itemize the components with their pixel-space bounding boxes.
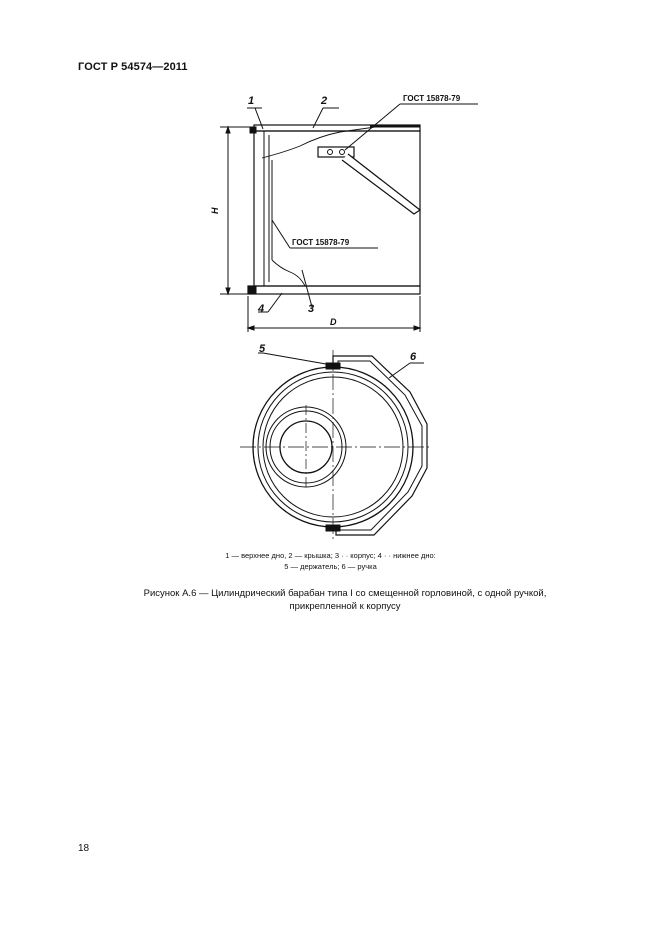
- callout-3: 3: [308, 303, 315, 315]
- callout-6: 6: [410, 351, 417, 363]
- figure-caption-line-2: прикрепленной к корпусу: [289, 601, 401, 612]
- dim-label-h: H: [210, 207, 220, 214]
- bottom-band: [248, 286, 420, 294]
- figure-caption: [120, 587, 570, 613]
- callout-1: 1: [248, 95, 255, 107]
- page-number: 18: [78, 843, 90, 854]
- gost-label-side: ГОСТ 15878-79: [292, 238, 350, 247]
- callout-2: 2: [321, 95, 328, 107]
- document-header: ГОСТ Р 54574—2011: [78, 61, 188, 73]
- callout-4: 4: [258, 303, 265, 315]
- figure-caption-line-1: Рисунок А.6 — Цилиндрический барабан типа I со смещенной горловиной, с одной ручкой,: [143, 588, 547, 599]
- dim-label-d: D: [330, 317, 337, 327]
- gost-label-top: ГОСТ 15878-79: [403, 94, 461, 103]
- legend-line-2: 5 — держатель; 6 — ручка: [284, 562, 377, 571]
- side-handle: [342, 154, 420, 214]
- legend-line-1: 1 — верхнее дно, 2 — крышка; 3 · · корпус; 4 · · нижнее дно:: [225, 551, 436, 560]
- callout-5: 5: [259, 343, 266, 355]
